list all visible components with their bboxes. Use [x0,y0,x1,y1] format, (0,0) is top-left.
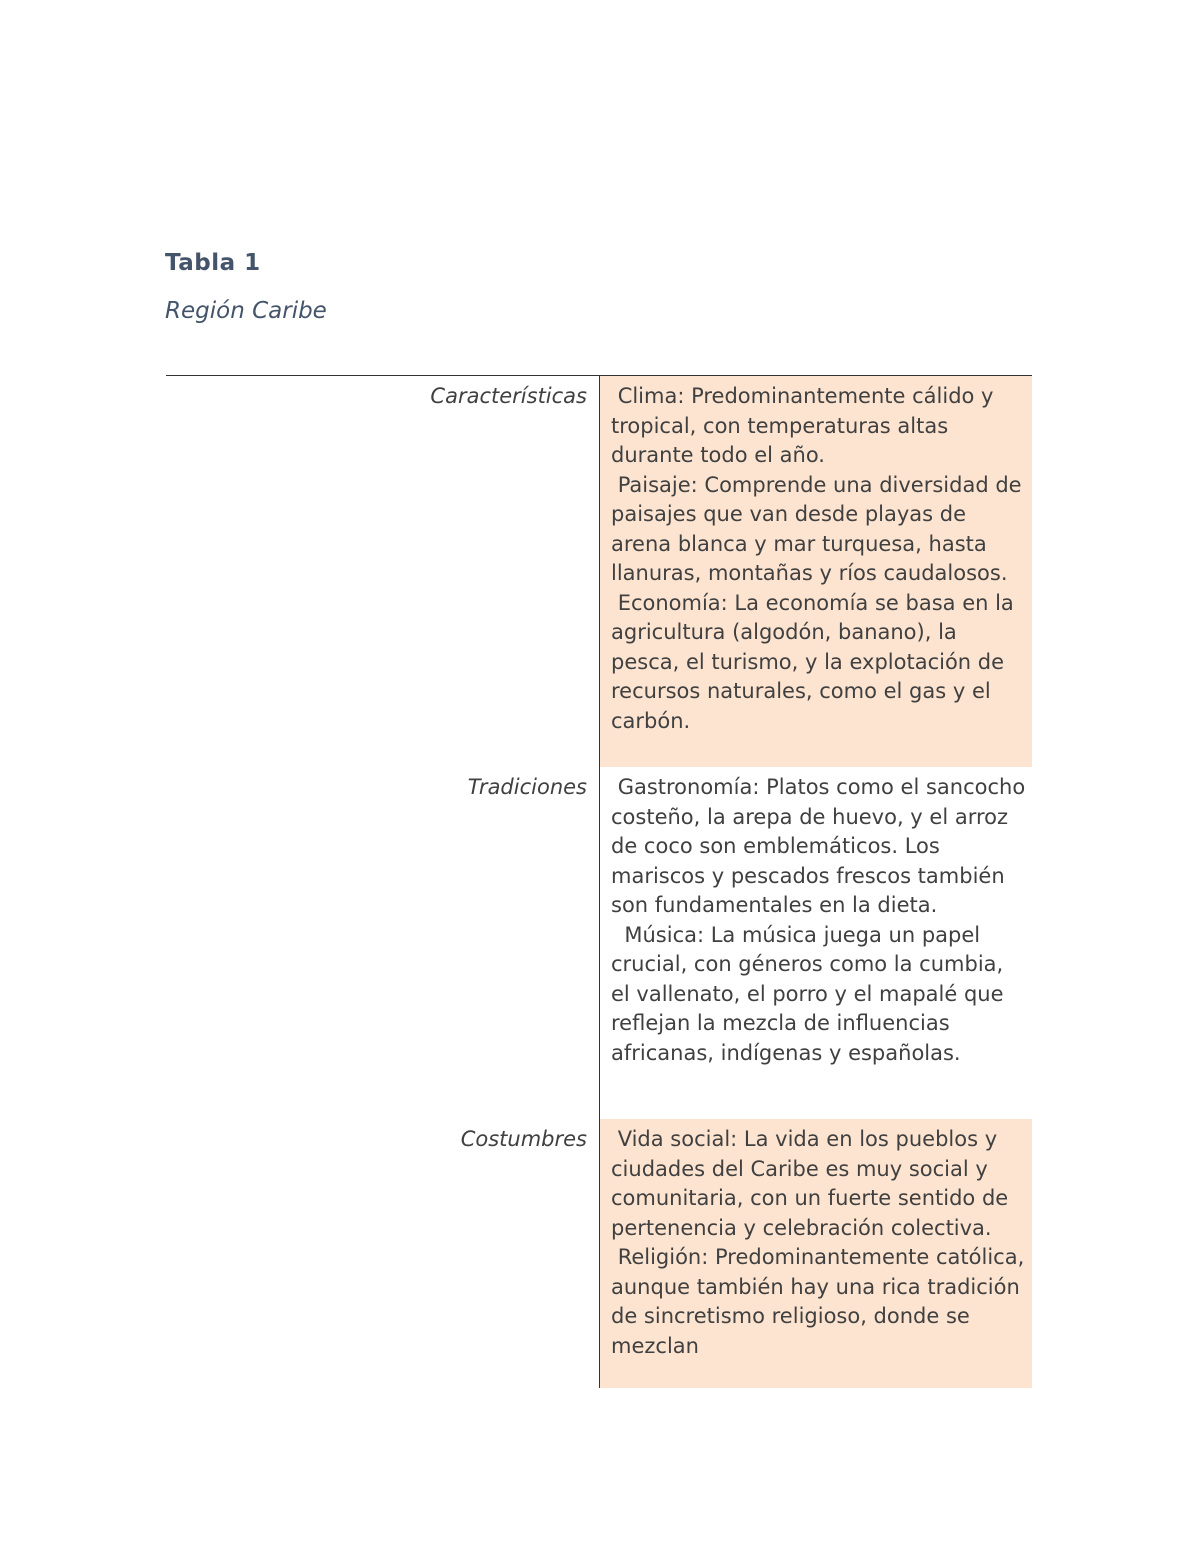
row-label-tradiciones: Tradiciones [166,767,600,1119]
paragraph-economia: Economía: La economía se basa en la agricultura (algodón, banano), la pesca, el turismo, y la explotación de recursos naturales, como el gas y el carbón. [611,590,1021,733]
paragraph-gastronomia: Gastronomía: Platos como el sancocho costeño, la arepa de huevo, y el arroz de coco son emblemáticos. Los mariscos y pescados frescos también son fundamentales en la dieta. [611,775,1032,917]
paragraph-vida-social: Vida social: La vida en los pueblos y ciudades del Caribe es muy social y comunitaria, con un fuerte sentido de pertenencia y celebración colectiva. [611,1127,1015,1240]
paragraph-musica: Música: La música juega un papel crucial, con géneros como la cumbia, el vallenato, el porro y el mapalé que reflejan la mezcla de influencias africanas, indígenas y españolas. [611,922,1011,1065]
paragraph-paisaje: Paisaje: Comprende una diversidad de paisajes que van desde playas de arena blanca y mar turquesa, hasta llanuras, montañas y ríos caudalosos. [611,472,1029,585]
row-content-costumbres [600,1119,1032,1388]
table-row [166,1119,1032,1388]
paragraph-clima: Clima: Predominantemente cálido y tropical, con temperaturas altas durante todo el año. [611,384,1001,467]
table-caption: Región Caribe [165,298,327,324]
paragraph-religion: Religión: Predominantemente católica, aunque también hay una rica tradición de sincretismo religioso, donde se mezclan [611,1245,1031,1358]
table-number: Tabla 1 [165,250,261,276]
row-content-tradiciones [600,767,1032,1119]
row-label-costumbres: Costumbres [166,1119,600,1388]
row-label-caracteristicas: Características [166,376,600,767]
table-row [166,767,1032,1119]
table-row [166,376,1032,767]
region-table [166,375,1032,1388]
row-content-caracteristicas [600,376,1032,767]
